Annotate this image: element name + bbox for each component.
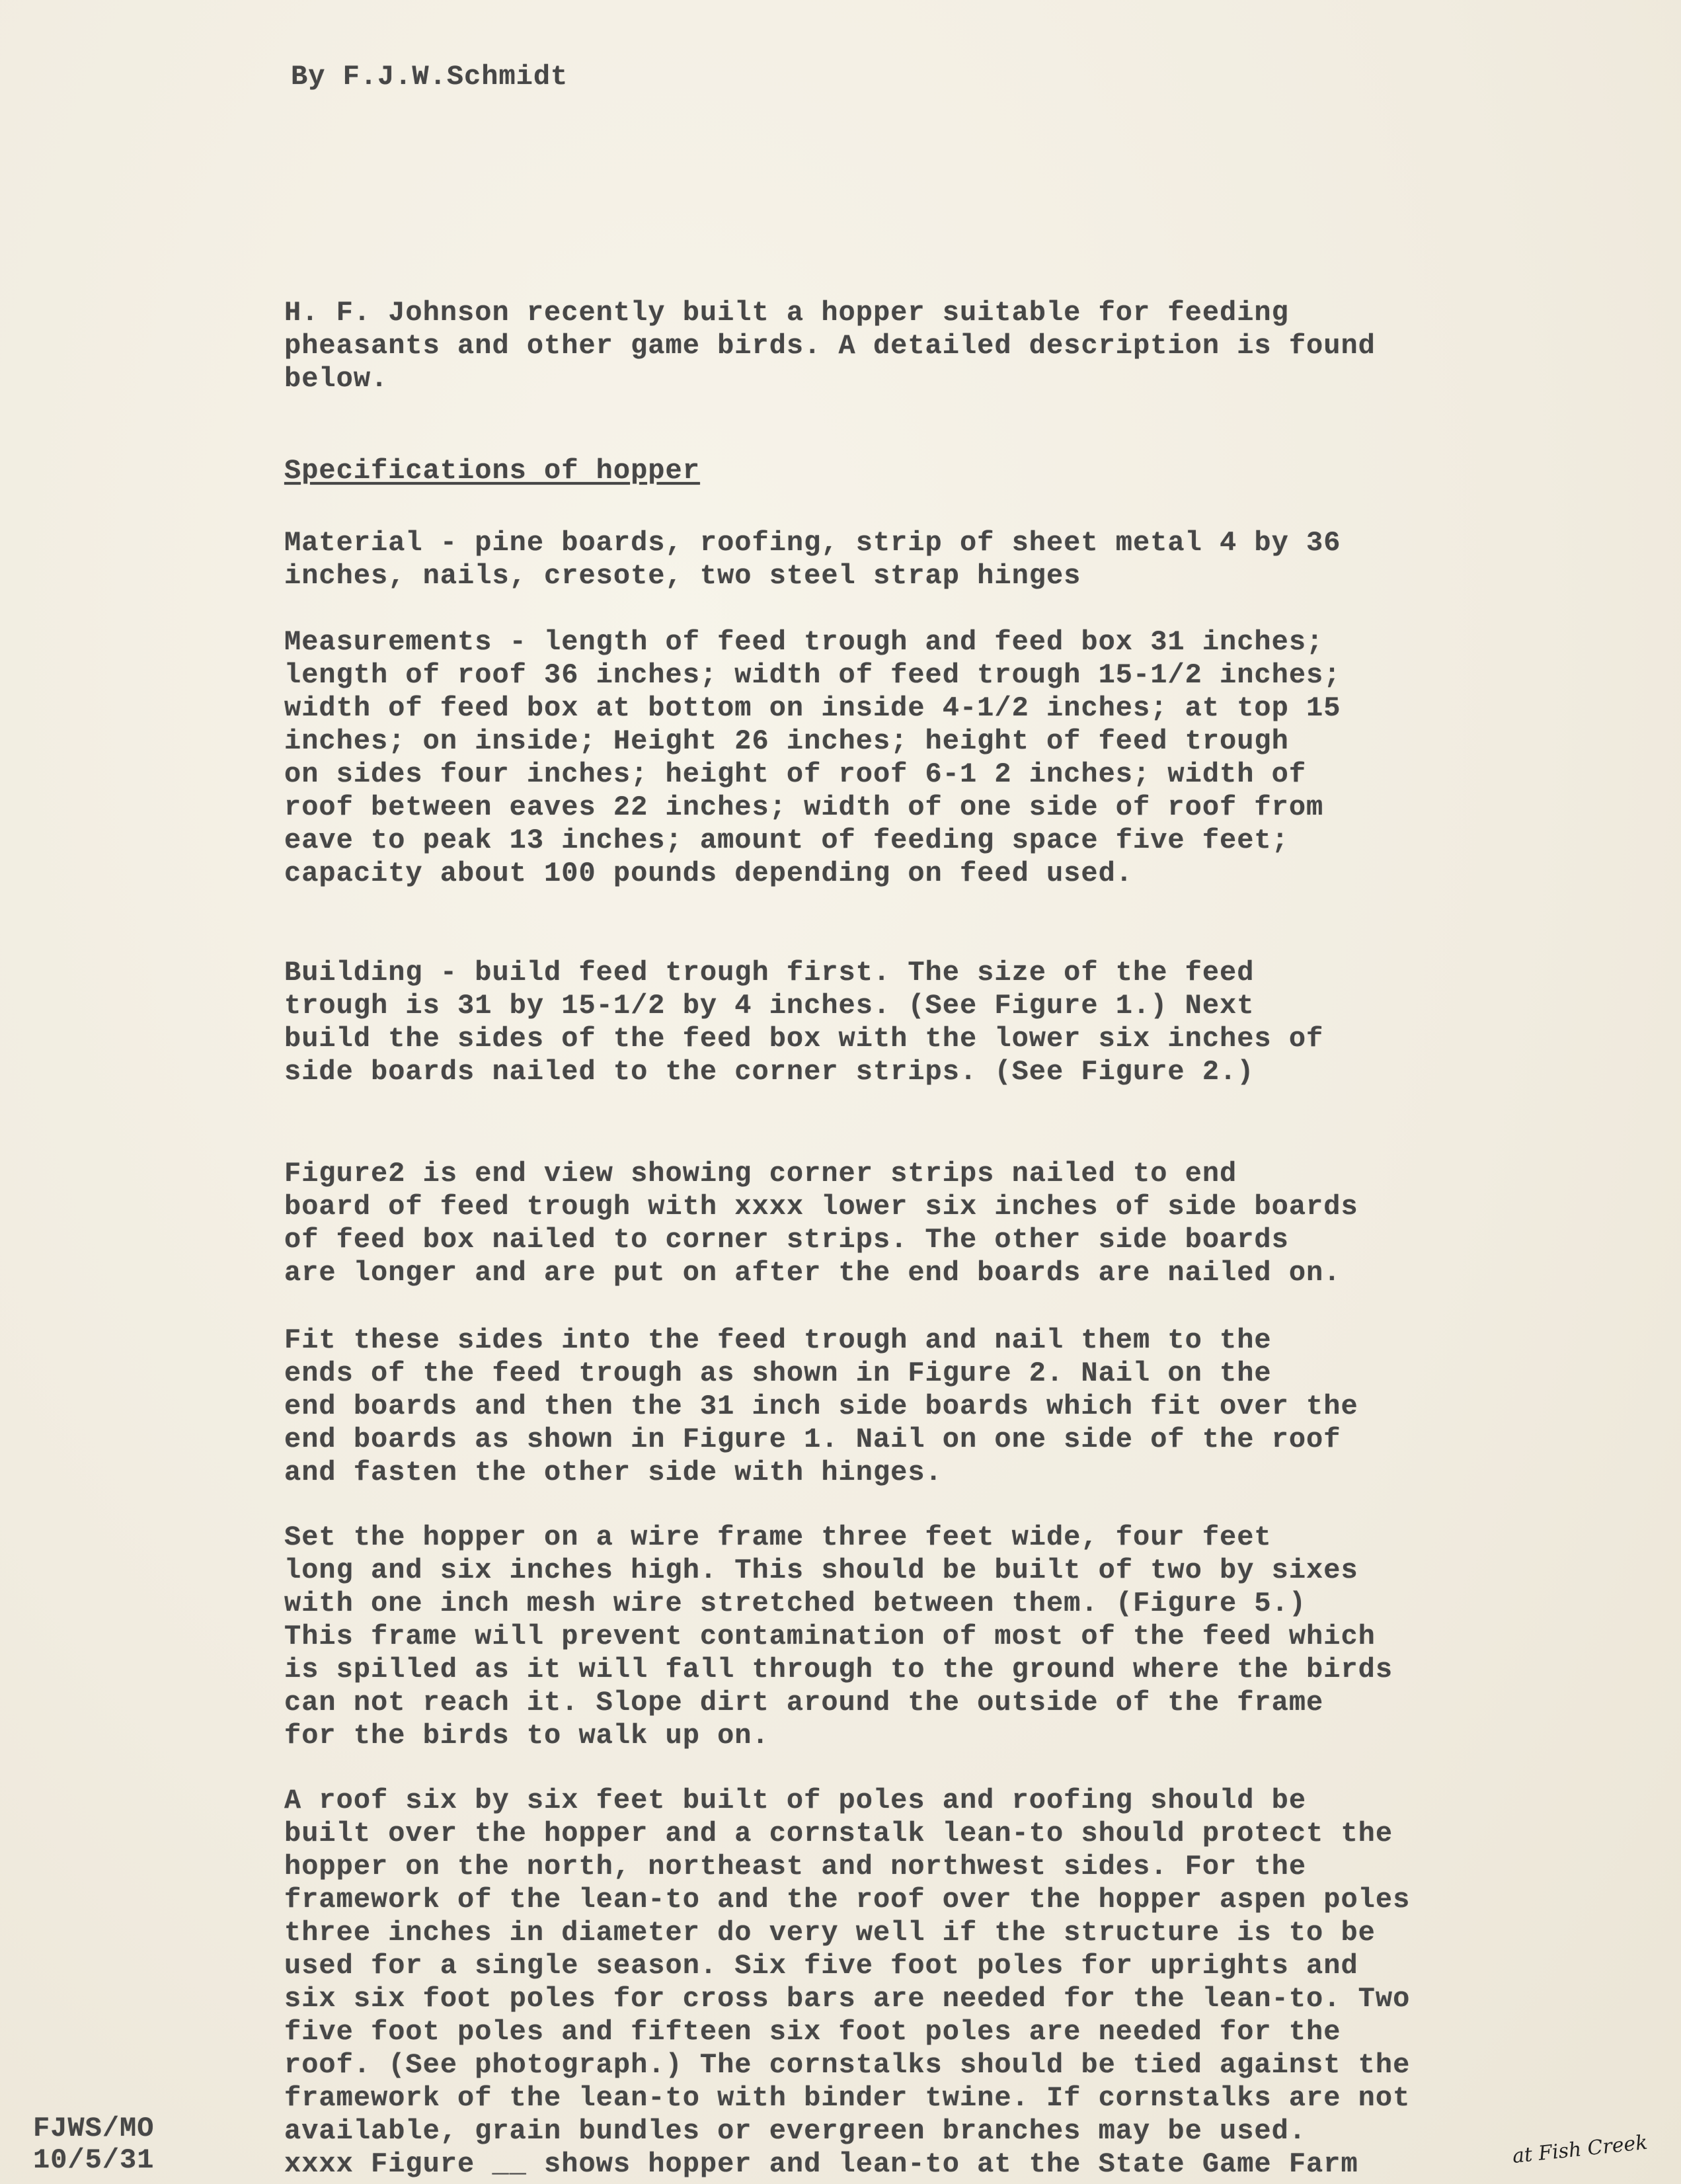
material-paragraph [284,526,1573,592]
text-line: on sides four inches; height of roof 6-1 2 inches; width of [284,758,1307,790]
text-line: Figure2 is end view showing corner strips nailed to end [284,1158,1237,1190]
text-line: framework of the lean-to and the roof over the hopper aspen poles [284,1884,1411,1916]
date-line: 10/5/31 [33,2144,155,2176]
text-line: and fasten the other side with hinges. [284,1457,943,1488]
text-line: built over the hopper and a cornstalk lean-to should protect the [284,1818,1393,1849]
text-line: below. [284,363,389,395]
text-line: build the sides of the feed box with the lower six inches of [284,1023,1324,1055]
text-line: inches, nails, cresote, two steel strap hinges [284,560,1081,592]
initials-line: FJWS/MO [33,2113,155,2144]
text-line: A roof six by six feet built of poles and roofing should be [284,1785,1307,1816]
text-line: Set the hopper on a wire frame three feet wide, four feet [284,1521,1272,1553]
building-paragraph [284,956,1573,1088]
handwritten-note: at Fish Creek [1511,2130,1649,2168]
text-line: inches; on inside; Height 26 inches; height of feed trough [284,725,1289,757]
text-line: end boards and then the 31 inch side boards which fit over the [284,1391,1358,1422]
text-line: roof between eaves 22 inches; width of one side of roof from [284,791,1324,823]
text-line: end boards as shown in Figure 1. Nail on one side of the roof [284,1424,1341,1455]
text-line: framework of the lean-to with binder twine. If cornstalks are not [284,2082,1411,2114]
typist-initials [33,2113,154,2176]
text-line: roof. (See photograph.) The cornstalks should be tied against the [284,2049,1411,2081]
fit-paragraph [284,1324,1573,1489]
text-line: are longer and are put on after the end boards are nailed on. [284,1257,1341,1289]
text-line: long and six inches high. This should be built of two by sixes [284,1555,1358,1586]
text-line: six six foot poles for cross bars are needed for the lean-to. Two [284,1983,1411,2015]
text-line: capacity about 100 pounds depending on feed used. [284,858,1134,889]
text-line: board of feed trough with xxxx lower six inches of side boards [284,1191,1358,1223]
text-line: used for a single season. Six five foot poles for uprights and [284,1950,1358,1982]
roof-paragraph [284,1784,1573,2181]
set-paragraph [284,1521,1573,1752]
text-line: Measurements - length of feed trough and feed box 31 inches; [284,626,1324,658]
text-line: of feed box nailed to corner strips. The other side boards [284,1224,1289,1256]
text-line: for the birds to walk up on. [284,1720,769,1752]
text-line: three inches in diameter do very well if the structure is to be [284,1917,1376,1949]
text-line: This frame will prevent contamination of most of the feed which [284,1621,1376,1652]
byline: By F.J.W.Schmidt [291,61,568,93]
text-line: five foot poles and fifteen six foot poles are needed for the [284,2016,1341,2048]
text-line: with one inch mesh wire stretched between them. (Figure 5.) [284,1588,1307,1619]
text-line: side boards nailed to the corner strips. (See Figure 2.) [284,1056,1255,1088]
text-line: Building - build feed trough first. The size of the feed [284,957,1255,989]
intro-paragraph [284,296,1573,395]
text-line: xxxx Figure __ shows hopper and lean-to at the State Game Farm [284,2148,1358,2180]
text-line: Fit these sides into the feed trough and nail them to the [284,1324,1272,1356]
text-line: can not reach it. Slope dirt around the outside of the frame [284,1687,1324,1719]
section-heading: Specifications of hopper [284,455,700,487]
text-line: width of feed box at bottom on inside 4-1/2 inches; at top 15 [284,692,1341,724]
text-line: trough is 31 by 15-1/2 by 4 inches. (See Figure 1.) Next [284,990,1255,1022]
measurements-paragraph [284,626,1573,890]
text-line: Material - pine boards, roofing, strip of sheet metal 4 by 36 [284,527,1341,559]
text-line: available, grain bundles or evergreen branches may be used. [284,2115,1307,2147]
text-line: H. F. Johnson recently built a hopper suitable for feeding [284,297,1289,329]
text-line: length of roof 36 inches; width of feed trough 15-1/2 inches; [284,659,1341,691]
text-line: is spilled as it will fall through to the ground where the birds [284,1654,1393,1685]
text-line: hopper on the north, northeast and northwest sides. For the [284,1851,1307,1882]
figure2-paragraph [284,1157,1573,1289]
text-line: eave to peak 13 inches; amount of feeding space five feet; [284,825,1289,856]
text-line: ends of the feed trough as shown in Figure 2. Nail on the [284,1357,1272,1389]
text-line: pheasants and other game birds. A detailed description is found [284,330,1376,362]
